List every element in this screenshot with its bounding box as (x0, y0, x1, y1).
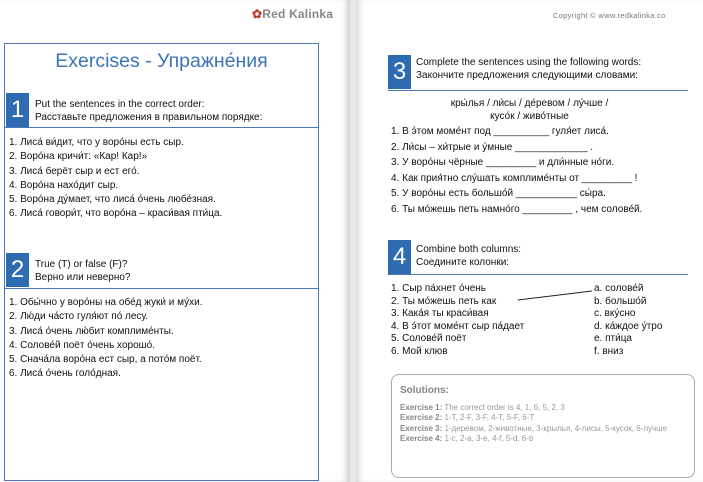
solutions-box (391, 374, 695, 478)
exercise-1-number: 1 (6, 93, 29, 127)
list-item: e. пти́ца (594, 333, 632, 344)
list-item: 6. Лиса́ говори́т, что воро́на – краси́вая пти́ца. (9, 208, 223, 220)
exercises-frame (4, 43, 319, 481)
exercise-4-number: 4 (388, 240, 411, 274)
exercise-2-list (9, 296, 203, 382)
list-item: 3. Лиса́ берёт сыр и ест его́. (9, 165, 140, 177)
right-page (356, 0, 703, 482)
list-item: 1. В э́том моме́нт под __________ гуля́ет лиса́. (391, 126, 609, 137)
solution-row: Exercise 1: The correct order is 4, 1, 6, 5, 2, 3 (400, 403, 565, 412)
exercise-3-number: 3 (388, 55, 411, 89)
list-item: 3. Лиса́ о́чень лю́бит комплиме́нты. (9, 325, 174, 337)
list-item: 5. У воро́ны есть большо́й ___________ сы́ра. (391, 188, 606, 200)
exercise-4-divider (388, 274, 688, 275)
example-match-line (516, 288, 596, 304)
list-item: d. ка́ждое у́тро (594, 320, 663, 332)
page-title: Exercises - Упражне́ния (55, 50, 268, 72)
solution-row: Exercise 4: 1-c, 2-a, 3-e, 4-f, 5-d, 6-b (400, 434, 534, 444)
list-item: 4. Солове́й поёт о́чень хорошо́. (9, 339, 155, 351)
list-item: 6. Лиса́ о́чень голо́дная. (9, 368, 121, 380)
list-item: 4. Как прия́тно слу́шать комплиме́нты от _________ ! (391, 172, 638, 184)
exercise-3-instruction: Complete the sentences using the following words: Закончите предложения следующими словами: (416, 57, 642, 81)
list-item: 3. Кака́я ты краси́вая (391, 308, 489, 319)
solution-row: Exercise 3: 1-деревом, 2-животные, 3-крылья, 4-лисы, 5-кусок, 6-лучше (400, 423, 668, 433)
list-item: 5. Солове́й поёт (391, 333, 467, 344)
exercise-1-list (9, 136, 222, 222)
list-item: 2. Ты мо́жешь петь как (391, 295, 497, 307)
word-bank: кры́лья / ли́сы / де́ревом / лу́чше / кусо́к / живо́тные (450, 98, 609, 122)
list-item: c. вку́сно (594, 308, 636, 319)
solutions-title: Solutions: (400, 385, 449, 396)
list-item: a. солове́й (594, 283, 644, 294)
exercise-3-list (391, 124, 642, 218)
exercise-2-number: 2 (6, 253, 29, 287)
exercise-2-divider (5, 288, 318, 289)
list-item: 5. Снача́ла воро́на ест сыр, а пото́м поёт. (9, 354, 202, 366)
brand-logo: ✿Red Kalinka (252, 7, 334, 21)
column-a (391, 283, 524, 358)
list-item: 1. Обы́чно у воро́ны на обе́д жуки́ и му́хи. (9, 297, 203, 308)
list-item: 6. Мой клюв (391, 345, 448, 357)
solutions-body (400, 403, 690, 445)
list-item: 6. Ты мо́жешь петь намно́го _________ , чем солове́й. (391, 203, 643, 215)
exercise-2-instruction: True (T) or false (F)? Верно или неверно? (35, 259, 131, 283)
exercise-1-instruction: Put the sentences in the correct order: Расставьте предложения в правильном порядке: (35, 99, 263, 123)
solution-row: Exercise 2: 1-T, 2-F, 3-F, 4-T, 5-F, 6-T (400, 413, 535, 423)
list-item: 1. Сыр па́хнет о́чень (391, 283, 487, 294)
exercise-4-instruction: Combine both columns: Соедините колонки: (416, 244, 522, 268)
list-item: 5. Воро́на ду́мает, что лиса́ о́чень любе́зная. (9, 194, 216, 206)
list-item: 2. Воро́на кричи́т: «Кар! Кар!» (9, 151, 148, 163)
list-item: 3. У воро́ны чёрные _________ и дли́нные но́ги. (391, 157, 615, 169)
copyright-text: Copyright © www.redkalinka.co (553, 11, 666, 20)
list-item: b. большо́й (594, 295, 647, 307)
column-b (594, 283, 662, 358)
list-item: f. вниз (594, 345, 624, 357)
exercise-1-divider (5, 127, 318, 128)
list-item: 2. Лю́ди ча́сто гуля́ют по́ лесу. (9, 311, 149, 323)
list-item: 2. Ли́сы – хи́трые и у́мные _____________ . (391, 141, 593, 153)
left-page (0, 0, 350, 482)
list-item: 4. Воро́на нахо́дит сыр. (9, 179, 119, 191)
list-item: 4. В э́тот моме́нт сыр па́дает (391, 320, 525, 332)
exercise-3-divider (388, 90, 688, 91)
list-item: 1. Лиса́ ви́дит, что у воро́ны есть сыр. (9, 137, 184, 148)
